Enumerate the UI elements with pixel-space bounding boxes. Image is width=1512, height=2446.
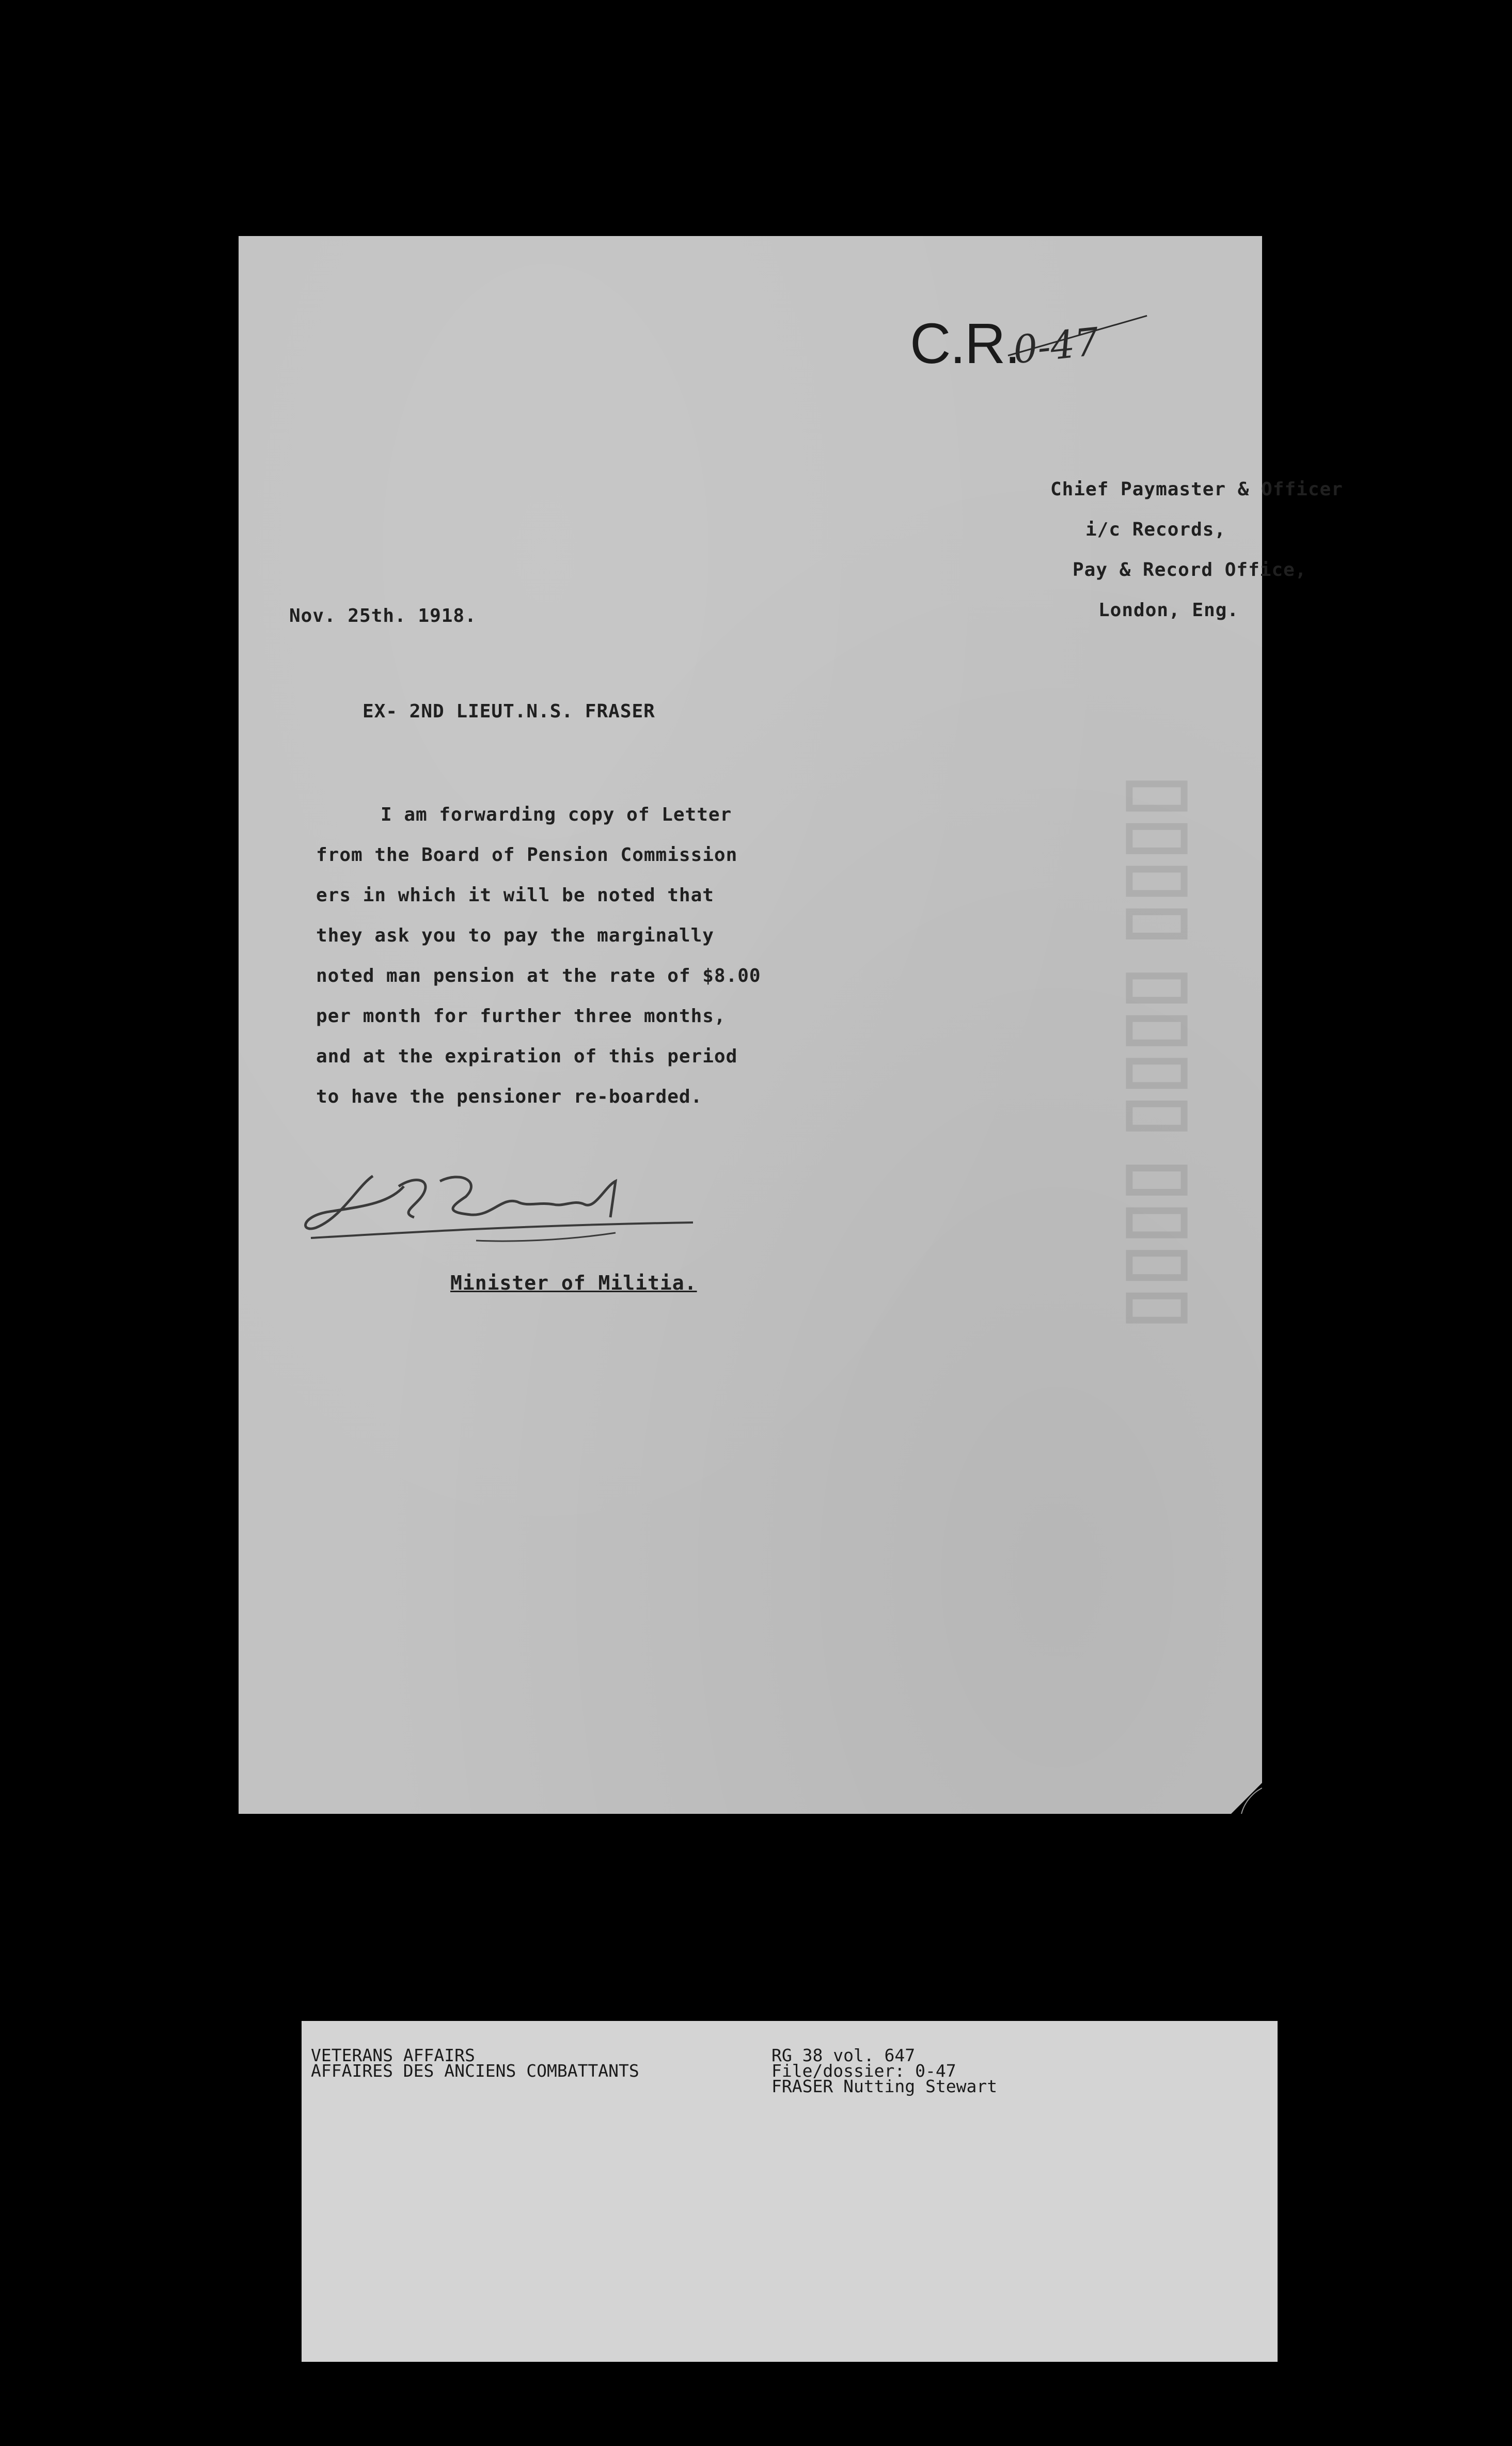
body-line: to have the pensioner re-boarded. <box>316 1086 703 1107</box>
background-stamp <box>1065 277 1261 1827</box>
letter-page <box>239 236 1343 1814</box>
archive-reference-line: RG 38 vol. 647 <box>771 2045 916 2065</box>
archive-reference-line: FRASER Nutting Stewart <box>771 2076 998 2096</box>
letter-date: Nov. 25th. 1918. <box>289 605 477 626</box>
letter-subject: EX- 2ND LIEUT.N.S. FRASER <box>363 701 655 722</box>
signatory-title: Minister of Militia. <box>450 1272 697 1294</box>
body-line: I am forwarding copy of Letter <box>381 804 732 825</box>
body-line: they ask you to pay the marginally <box>316 925 714 946</box>
sender-line-1: Chief Paymaster & Officer <box>1050 479 1343 500</box>
handwritten-signature <box>295 1155 708 1248</box>
page-corner-curl <box>1231 1783 1262 1814</box>
archive-label-line: VETERANS AFFAIRS <box>311 2045 475 2065</box>
sender-line-3: Pay & Record Office, <box>1073 559 1307 581</box>
body-line: noted man pension at the rate of $8.00 <box>316 965 761 986</box>
body-line: ers in which it will be noted that <box>316 885 714 906</box>
archive-label <box>302 2021 1278 2362</box>
archive-reference-line: File/dossier: 0-47 <box>771 2061 956 2081</box>
body-line: and at the expiration of this period <box>316 1046 738 1067</box>
body-line: from the Board of Pension Commission <box>316 844 738 866</box>
background-stamp-text: ▯▯▯▯ ▯▯▯▯ ▯▯▯▯ <box>1120 775 1207 1329</box>
body-line: per month for further three months, <box>316 1006 726 1027</box>
cr-file-number: 0-47 <box>1011 319 1101 373</box>
cr-stamp-prefix: C.R. <box>910 312 1019 375</box>
sender-line-2: i/c Records, <box>1085 519 1226 540</box>
archive-label-line: AFFAIRES DES ANCIENS COMBATTANTS <box>311 2061 639 2081</box>
sender-line-4: London, Eng. <box>1098 600 1239 621</box>
